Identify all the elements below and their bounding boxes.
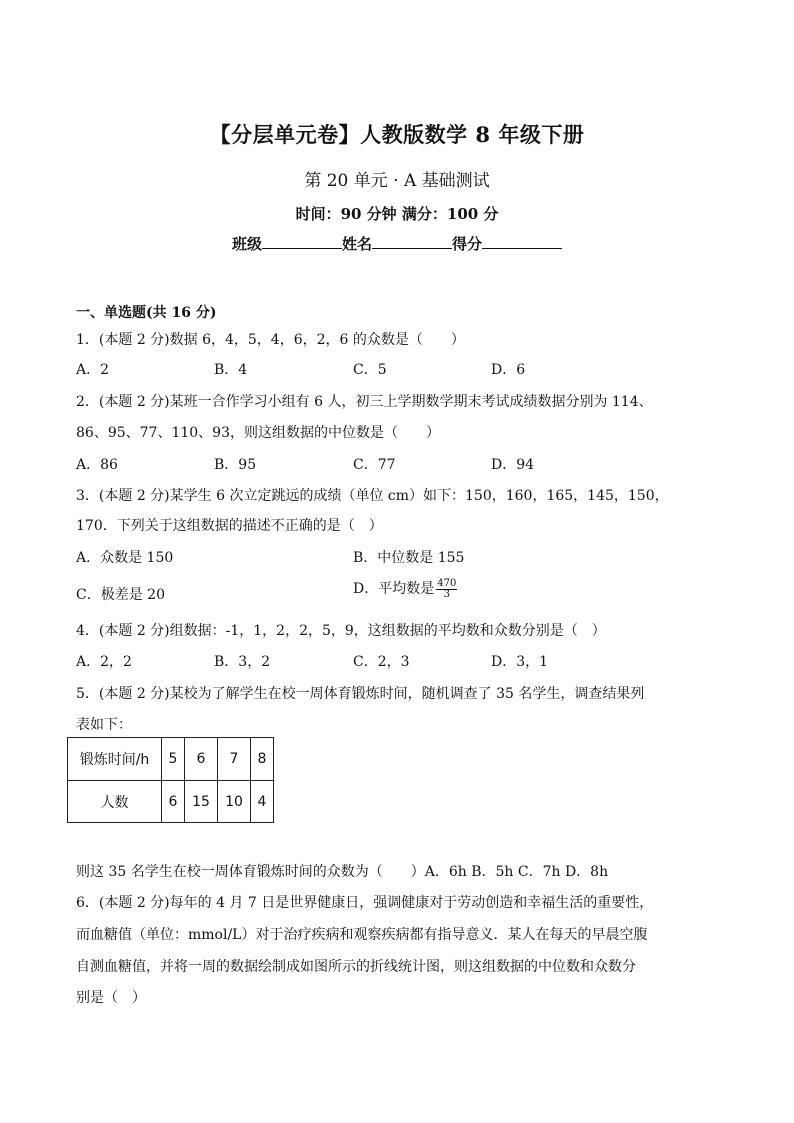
class-label: 班级 (231, 235, 262, 253)
student-info-fields (0, 233, 794, 254)
q4-option-d: D．3，1 (491, 654, 549, 670)
question-1-stem: 1．(本题 2 分)数据 6，4，5，4，6，2，6 的众数是（ ） (76, 332, 465, 348)
name-blank[interactable] (372, 234, 452, 249)
question-2-stem-line1: 2．(本题 2 分)某班一合作学习小组有 6 人，初三上学期数学期末考试成绩数据分别为 114、 (76, 394, 653, 410)
table-cell: 6 (185, 738, 218, 781)
question-6-stem-line4: 别是（ ） (76, 990, 146, 1006)
section-title: 一、单选题(共 16 分) (76, 305, 217, 321)
question-4-stem: 4．(本题 2 分)组数据：-1，1，2，2，5，9，这组数据的平均数和众数分别是（ ） (76, 623, 606, 639)
table-row (68, 781, 274, 823)
score-label: 得分 (452, 235, 483, 253)
table-row-header-hours: 锻炼时间/h (68, 738, 162, 781)
table-cell: 4 (251, 781, 274, 823)
fraction (436, 579, 457, 600)
table-cell: 5 (162, 738, 185, 781)
table-row-header-count: 人数 (68, 781, 162, 823)
question-5-stem-line2: 表如下： (76, 717, 132, 733)
question-3-stem-line2: 170．下列关于这组数据的描述不正确的是（ ） (76, 518, 383, 534)
score-blank[interactable] (482, 234, 562, 249)
table-cell: 8 (251, 738, 274, 781)
class-blank[interactable] (262, 234, 342, 249)
q3-option-d-text: D．平均数是 (353, 581, 435, 597)
table-cell: 15 (185, 781, 218, 823)
question-6-stem-line1: 6．(本题 2 分)每年的 4 月 7 日是世界健康日，强调健康对于劳动创造和幸福生活的重要性， (76, 895, 654, 911)
q4-option-c: C．2，3 (353, 654, 410, 670)
question-6-stem-line3: 自测血糖值，并将一周的数据绘制成如图所示的折线统计图，则这组数据的中位数和众数分 (76, 959, 636, 975)
document-subtitle: 第 20 单元 · A 基础测试 (304, 171, 490, 191)
question-5-stem-line1: 5．(本题 2 分)某校为了解学生在校一周体育锻炼时间，随机调查了 35 名学生，调查结果列 (76, 686, 645, 702)
q3-option-d (353, 578, 457, 600)
q2-option-a: A．86 (76, 457, 118, 473)
q2-option-c: C．77 (353, 457, 396, 473)
q3-option-c: C．极差是 20 (76, 587, 165, 603)
q2-option-b: B．95 (214, 457, 257, 473)
table-cell: 10 (218, 781, 251, 823)
time-score-info: 时间：90 分钟 满分：100 分 (295, 205, 499, 223)
q3-option-b: B．中位数是 155 (353, 550, 465, 566)
table-cell: 6 (162, 781, 185, 823)
fraction-numerator: 470 (437, 577, 457, 589)
table-cell: 7 (218, 738, 251, 781)
name-label: 姓名 (341, 235, 372, 253)
q1-option-a: A．2 (76, 362, 110, 378)
q2-option-d: D．94 (491, 457, 535, 473)
exercise-time-table (67, 737, 274, 823)
question-2-stem-line2: 86、95、77、110、93，则这组数据的中位数是（ ） (76, 425, 440, 441)
document-title: 【分层单元卷】人教版数学 8 年级下册 (209, 122, 585, 147)
question-5-answer-line: 则这 35 名学生在校一周体育锻炼时间的众数为（ ）A．6h B．5h C．7h D．8h (76, 864, 609, 880)
q4-option-b: B．3，2 (214, 654, 271, 670)
question-3-stem-line1: 3．(本题 2 分)某学生 6 次立定跳远的成绩（单位 cm）如下：150，160，165，145，150， (76, 488, 669, 504)
q1-option-d: D．6 (491, 362, 526, 378)
q1-option-b: B．4 (214, 362, 248, 378)
q1-option-c: C．5 (353, 362, 387, 378)
question-6-stem-line2: 而血糖值（单位：mmol/L）对于治疗疾病和观察疾病都有指导意义．某人在每天的早晨空腹 (76, 927, 648, 943)
q3-option-a: A．众数是 150 (76, 550, 174, 566)
table-row (68, 738, 274, 781)
fraction-denominator: 3 (443, 588, 450, 600)
q4-option-a: A．2，2 (76, 654, 132, 670)
